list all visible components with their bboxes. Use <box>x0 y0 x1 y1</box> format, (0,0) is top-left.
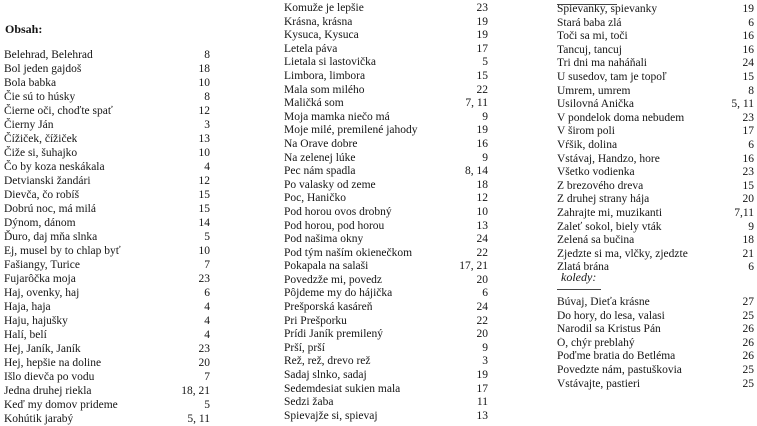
entry-page-number: 19 <box>476 29 488 42</box>
entry-title: Zlatá brána <box>557 261 610 274</box>
entry-page-number: 18 <box>742 234 754 247</box>
toc-entry <box>284 247 488 261</box>
entry-title: Dýnom, dánom <box>4 217 76 229</box>
entry-title: Vŕšik, dolina <box>557 138 618 151</box>
entry-page-number: 23 <box>476 2 488 14</box>
entry-page-number: 20 <box>476 273 488 286</box>
entry-page-number: 12 <box>198 105 210 117</box>
entry-title: Pri Prešporku <box>284 314 347 327</box>
entry-page-number: 6 <box>748 138 754 151</box>
entry-page-number: 23 <box>198 343 210 355</box>
toc-entry <box>557 323 754 337</box>
toc-entry <box>557 296 754 310</box>
entry-title: Povedzže mi, povedz <box>284 273 383 286</box>
entry-title: Z druhej strany hája <box>557 193 650 206</box>
toc-entry <box>557 71 754 85</box>
toc-entry <box>4 76 210 90</box>
entry-page-number: 15 <box>198 203 210 215</box>
entry-title: U susedov, tam je topoľ <box>557 70 667 83</box>
toc-entry <box>4 202 210 216</box>
toc-entry <box>557 193 754 207</box>
entry-page-number: 9 <box>482 110 488 123</box>
entry-page-number: 12 <box>198 175 210 187</box>
entry-page-number: 13 <box>476 219 488 232</box>
entry-page-number: 20 <box>742 193 754 206</box>
entry-title: Na Orave dobre <box>284 137 358 150</box>
toc-entry <box>284 396 488 410</box>
entry-title: Tri dni ma naháňali <box>557 57 647 70</box>
entry-page-number: 17 <box>476 382 488 395</box>
entry-title: Moja mamka niečo má <box>284 110 390 123</box>
toc-entry <box>557 17 754 31</box>
entry-page-number: 17 <box>742 125 754 138</box>
entry-page-number: 11 <box>476 396 488 409</box>
toc-entry <box>557 310 754 324</box>
entry-page-number: 6 <box>748 261 754 274</box>
entry-title: Halí, belí <box>4 329 47 341</box>
entry-page-number: 17 <box>476 42 488 55</box>
entry-title: Sedzi žaba <box>284 396 334 409</box>
entry-title: Sadaj slnko, sadaj <box>284 369 367 382</box>
entry-title: Umrem, umrem <box>557 84 631 97</box>
entry-title: Stará baba zlá <box>557 16 622 29</box>
entry-title: Keď my domov prideme <box>4 399 118 411</box>
toc-entry <box>4 104 210 118</box>
entry-title: Haju, hajušky <box>4 315 68 327</box>
entry-title: Lietala si lastovička <box>284 56 376 69</box>
toc-entry <box>4 132 210 146</box>
toc-entry <box>4 90 210 104</box>
toc-entry <box>557 207 754 221</box>
entry-title: Na zelenej lúke <box>284 151 356 164</box>
entry-page-number: 26 <box>742 323 754 336</box>
entry-title: Fašiangy, Turice <box>4 259 80 271</box>
toc-entry <box>557 350 754 364</box>
toc-entry <box>557 125 754 139</box>
entry-title: Vstávajte, pastieri <box>557 377 641 390</box>
toc-entry <box>284 192 488 206</box>
toc-entry <box>557 364 754 378</box>
toc-entry <box>284 179 488 193</box>
entry-page-number: 10 <box>198 245 210 257</box>
entry-title: Všetko vodienka <box>557 166 635 179</box>
entry-title: Čo by koza neskákala <box>4 161 105 173</box>
entry-page-number: 8 <box>204 91 210 103</box>
entry-title: Zaleť sokol, biely vták <box>557 220 662 233</box>
toc-entry <box>284 165 488 179</box>
entry-page-number: 20 <box>476 328 488 341</box>
entry-title: Toči sa mi, toči <box>557 30 628 43</box>
toc-entry <box>557 337 754 351</box>
toc-entry <box>4 412 210 426</box>
toc-entry <box>4 230 210 244</box>
entry-title: Pod horou, pod horou <box>284 219 385 232</box>
entry-page-number: 19 <box>476 369 488 382</box>
toc-entry <box>4 328 210 342</box>
entry-title: Hej, hepšie na doline <box>4 357 102 369</box>
entry-title: Dobrú noc, má milá <box>4 203 96 215</box>
entry-page-number: 17, 21 <box>459 260 488 273</box>
toc-entry <box>557 153 754 167</box>
entry-page-number: 4 <box>204 329 210 341</box>
entry-page-number: 19 <box>742 3 754 15</box>
entry-page-number: 9 <box>482 341 488 354</box>
top-rule <box>557 4 617 5</box>
toc-entry <box>284 287 488 301</box>
toc-entry <box>557 221 754 235</box>
entry-title: Moje milé, premilené jahody <box>284 124 418 137</box>
entry-page-number: 7 <box>204 371 210 383</box>
toc-entry <box>557 85 754 99</box>
entry-page-number: 3 <box>204 119 210 131</box>
toc-entry <box>557 234 754 248</box>
entry-title: Jedna druhej riekla <box>4 385 92 397</box>
toc-entry <box>4 342 210 356</box>
entry-page-number: 16 <box>742 30 754 43</box>
entry-page-number: 15 <box>198 189 210 201</box>
toc-entry <box>284 383 488 397</box>
entry-title: Vstávaj, Handzo, hore <box>557 152 660 165</box>
entry-title: V širom poli <box>557 125 615 138</box>
toc-entry <box>284 16 488 30</box>
entry-page-number: 4 <box>204 161 210 173</box>
toc-entry <box>4 146 210 160</box>
entry-title: Detvianski žandári <box>4 175 91 187</box>
toc-entry <box>4 160 210 174</box>
toc-entry <box>284 206 488 220</box>
toc-entry <box>4 356 210 370</box>
entry-page-number: 27 <box>742 296 754 308</box>
entry-page-number: 24 <box>476 233 488 246</box>
entry-title: Sedemdesiat sukien mala <box>284 382 401 395</box>
entry-title: Zjedzte si ma, vlčky, zjedzte <box>557 247 688 260</box>
entry-page-number: 10 <box>198 77 210 89</box>
entry-title: Dievča, čo robíš <box>4 189 80 201</box>
toc-entry <box>4 48 210 62</box>
toc-entry <box>557 166 754 180</box>
toc-entry <box>284 84 488 98</box>
entry-page-number: 18 <box>198 63 210 75</box>
entry-page-number: 13 <box>476 409 488 422</box>
entry-page-number: 3 <box>482 355 488 368</box>
toc-entry <box>4 216 210 230</box>
entry-page-number: 24 <box>742 57 754 70</box>
entry-title: Usilovná Anička <box>557 98 634 111</box>
entry-title: Čížiček, čížiček <box>4 133 78 145</box>
entry-page-number: 15 <box>476 69 488 82</box>
toc-entry <box>284 301 488 315</box>
entry-page-number: 5 <box>204 399 210 411</box>
toc-entry <box>284 2 488 16</box>
entry-page-number: 10 <box>476 205 488 218</box>
toc-entry <box>284 274 488 288</box>
entry-title: Po valasky od zeme <box>284 178 376 191</box>
entry-page-number: 21 <box>742 247 754 260</box>
toc-entry <box>557 30 754 44</box>
toc-entry <box>557 57 754 71</box>
entry-page-number: 5 <box>482 56 488 69</box>
toc-entry <box>4 314 210 328</box>
entry-page-number: 14 <box>198 217 210 229</box>
toc-entry <box>4 300 210 314</box>
entry-page-number: 8 <box>748 84 754 97</box>
toc-entry <box>284 138 488 152</box>
entry-page-number: 25 <box>742 377 754 390</box>
entry-page-number: 19 <box>476 15 488 28</box>
toc-entry <box>284 342 488 356</box>
toc-heading: Obsah: <box>5 22 43 36</box>
toc-entry <box>4 398 210 412</box>
entry-page-number: 7,11 <box>734 206 754 219</box>
toc-entry <box>284 260 488 274</box>
toc-entry <box>557 112 754 126</box>
toc-entry <box>284 111 488 125</box>
entry-page-number: 4 <box>204 301 210 313</box>
entry-page-number: 15 <box>742 179 754 192</box>
entry-page-number: 8 <box>204 49 210 61</box>
entry-page-number: 18 <box>476 178 488 191</box>
toc-entry <box>284 29 488 43</box>
entry-page-number: 15 <box>742 70 754 83</box>
entry-title: Poďme bratia do Betléma <box>557 350 676 363</box>
toc-entry <box>284 233 488 247</box>
entry-page-number: 5, 11 <box>187 413 210 425</box>
toc-entry <box>4 286 210 300</box>
toc-entry <box>284 97 488 111</box>
toc-entry <box>4 174 210 188</box>
entry-page-number: 23 <box>198 273 210 285</box>
toc-entry <box>284 220 488 234</box>
entry-page-number: 4 <box>204 315 210 327</box>
entry-page-number: 5 <box>204 231 210 243</box>
entry-page-number: 25 <box>742 363 754 376</box>
entry-page-number: 7, 11 <box>465 97 488 110</box>
entry-title: Ó, chýr preblahý <box>557 336 635 349</box>
entry-title: Z brezového dreva <box>557 179 644 192</box>
entry-title: Krásna, krásna <box>284 15 353 28</box>
entry-page-number: 26 <box>742 350 754 363</box>
entry-title: Spievanky, spievanky <box>557 3 658 15</box>
koledy-heading: koledy: <box>561 270 597 284</box>
toc-entry <box>284 410 488 424</box>
toc-entry <box>4 272 210 286</box>
entry-title: Komuže je lepšie <box>284 2 364 14</box>
entry-title: Ej, musel by to chlap byť <box>4 245 121 257</box>
entry-title: Zahrajte mi, muzikanti <box>557 206 663 219</box>
entry-title: Prídi Janík premilený <box>284 328 384 341</box>
toc-entry <box>4 188 210 202</box>
entry-title: Do hory, do lesa, valasi <box>557 309 665 322</box>
entry-title: Belehrad, Belehrad <box>4 49 93 61</box>
entry-page-number: 6 <box>482 287 488 300</box>
entry-title: Čiže si, šuhajko <box>4 147 78 159</box>
entry-page-number: 13 <box>198 133 210 145</box>
entry-page-number: 23 <box>742 111 754 124</box>
toc-entry <box>4 244 210 258</box>
entry-page-number: 5, 11 <box>731 98 754 111</box>
toc-entry <box>284 315 488 329</box>
toc-entry <box>284 152 488 166</box>
entry-title: Letela páva <box>284 42 338 55</box>
entry-page-number: 22 <box>476 246 488 259</box>
entry-title: Mala som milého <box>284 83 365 96</box>
entry-page-number: 26 <box>742 336 754 349</box>
entry-page-number: 20 <box>198 357 210 369</box>
entry-title: Ďuro, daj mňa slnka <box>4 231 98 243</box>
entry-page-number: 16 <box>742 152 754 165</box>
entry-page-number: 10 <box>198 147 210 159</box>
koledy-list <box>557 296 754 391</box>
toc-entry <box>284 70 488 84</box>
entry-title: Pod tým naším okienečkom <box>284 246 413 259</box>
entry-title: Išlo dievča po vodu <box>4 371 95 383</box>
toc-entry <box>557 139 754 153</box>
entry-title: Búvaj, Dieťa krásne <box>557 296 650 308</box>
entry-title: Limbora, limbora <box>284 69 366 82</box>
entry-title: Haj, ovenky, haj <box>4 287 80 299</box>
entry-title: Narodil sa Kristus Pán <box>557 323 661 336</box>
toc-entry <box>284 124 488 138</box>
entry-title: Hej, Janík, Janík <box>4 343 81 355</box>
toc-list-1 <box>4 48 210 426</box>
entry-title: Čierny Ján <box>4 119 54 131</box>
entry-page-number: 9 <box>748 220 754 233</box>
entry-page-number: 6 <box>748 16 754 29</box>
entry-title: Prešporská kasáreň <box>284 301 373 314</box>
entry-page-number: 22 <box>476 83 488 96</box>
entry-page-number: 25 <box>742 309 754 322</box>
entry-title: Rež, rež, drevo rež <box>284 355 371 368</box>
toc-entry <box>284 56 488 70</box>
entry-title: Povedzte nám, pastuškovia <box>557 363 682 376</box>
koledy-rule <box>557 289 601 290</box>
entry-title: Haja, haja <box>4 301 51 313</box>
entry-title: Pod našima okny <box>284 233 364 246</box>
entry-title: Tancuj, tancuj <box>557 43 622 56</box>
toc-entry <box>557 248 754 262</box>
entry-page-number: 23 <box>742 166 754 179</box>
entry-title: Pec nám spadla <box>284 165 356 178</box>
toc-entry <box>557 44 754 58</box>
toc-entry <box>284 328 488 342</box>
entry-page-number: 24 <box>476 301 488 314</box>
entry-title: Kohútik jarabý <box>4 413 74 425</box>
entry-page-number: 18, 21 <box>181 385 210 397</box>
entry-page-number: 12 <box>476 192 488 205</box>
entry-title: Bol jeden gajdoš <box>4 63 82 75</box>
toc-entry <box>4 370 210 384</box>
entry-page-number: 16 <box>476 137 488 150</box>
toc-entry <box>4 384 210 398</box>
entry-title: Čie sú to húsky <box>4 91 76 103</box>
toc-entry <box>284 355 488 369</box>
toc-entry <box>284 369 488 383</box>
toc-list-2 <box>284 2 488 423</box>
toc-entry <box>557 180 754 194</box>
entry-page-number: 7 <box>204 259 210 271</box>
toc-entry <box>284 43 488 57</box>
entry-title: Pokapala na salaši <box>284 260 369 273</box>
entry-title: Kysuca, Kysuca <box>284 29 359 42</box>
entry-page-number: 8, 14 <box>465 165 488 178</box>
toc-entry <box>4 118 210 132</box>
entry-title: Pôjdeme my do hájička <box>284 287 393 300</box>
entry-title: Prší, prší <box>284 341 325 354</box>
entry-title: V pondelok doma nebudem <box>557 111 685 124</box>
toc-entry <box>4 62 210 76</box>
entry-title: Zelená sa bučina <box>557 234 635 247</box>
entry-title: Spievajže si, spievaj <box>284 409 378 422</box>
entry-title: Pod horou ovos drobný <box>284 205 392 218</box>
entry-title: Fujarôčka moja <box>4 273 76 285</box>
entry-page-number: 9 <box>482 151 488 164</box>
entry-page-number: 16 <box>742 43 754 56</box>
toc-entry <box>557 98 754 112</box>
toc-entry <box>4 258 210 272</box>
entry-title: Čierne oči, choďte spať <box>4 105 113 117</box>
toc-list-3 <box>557 3 754 275</box>
toc-entry <box>557 378 754 392</box>
toc-entry <box>557 3 754 17</box>
entry-title: Bola babka <box>4 77 57 89</box>
entry-title: Poc, Haničko <box>284 192 346 205</box>
entry-page-number: 19 <box>476 124 488 137</box>
entry-page-number: 6 <box>204 287 210 299</box>
entry-title: Maličká som <box>284 97 344 110</box>
entry-page-number: 22 <box>476 314 488 327</box>
